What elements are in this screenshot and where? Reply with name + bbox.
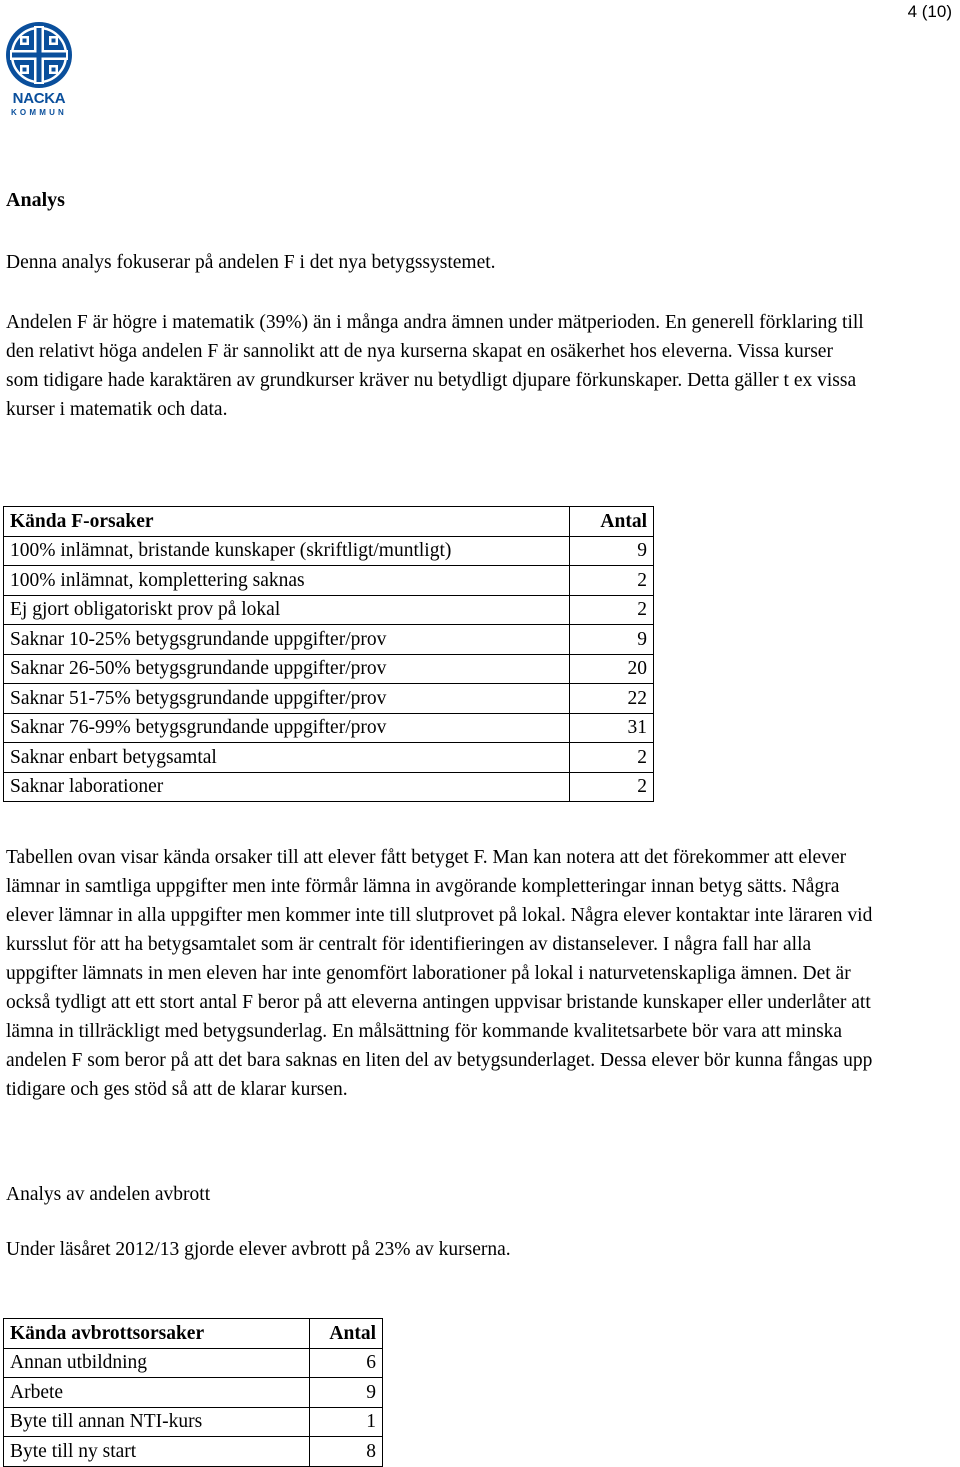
cause-cell: Arbete bbox=[4, 1378, 310, 1408]
cause-cell: Ej gjort obligatoriskt prov på lokal bbox=[4, 595, 570, 625]
table-header-row bbox=[4, 507, 654, 537]
dropout-statement: Under läsåret 2012/13 gjorde elever avbrott på 23% av kurserna. bbox=[6, 1239, 511, 1260]
cause-cell: Saknar enbart betygsamtal bbox=[4, 743, 570, 773]
dropout-causes-table bbox=[3, 1318, 383, 1467]
count-cell: 2 bbox=[570, 566, 654, 596]
count-cell: 2 bbox=[570, 743, 654, 773]
f-causes-table bbox=[3, 506, 654, 802]
intro-paragraph: Denna analys fokuserar på andelen F i det nya betygssystemet. bbox=[6, 252, 496, 273]
logo-wordmark: NACKA bbox=[12, 90, 66, 107]
count-cell: 8 bbox=[310, 1437, 383, 1467]
cause-cell: Saknar 26-50% betygsgrundande uppgifter/prov bbox=[4, 654, 570, 684]
table-row bbox=[4, 1348, 383, 1378]
count-cell: 9 bbox=[570, 625, 654, 655]
cause-cell: 100% inlämnat, komplettering saknas bbox=[4, 566, 570, 596]
column-header-cause: Kända avbrottsorsaker bbox=[4, 1319, 310, 1349]
nacka-kommun-logo bbox=[4, 20, 74, 120]
count-cell: 1 bbox=[310, 1407, 383, 1437]
count-cell: 20 bbox=[570, 654, 654, 684]
count-cell: 9 bbox=[570, 536, 654, 566]
table-row bbox=[4, 1407, 383, 1437]
page-number: 4 (10) bbox=[907, 2, 952, 21]
table-header-row bbox=[4, 1319, 383, 1349]
table-discussion-paragraph: Tabellen ovan visar kända orsaker till att elever fått betyget F. Man kan notera att det förekommer att elever lämnar in samtliga uppgifter men inte förmår lämna in avgörande kompletteringar innan betyg sätts. Några elever lämnar in alla uppgifter men kommer inte till slutprovet på lokal. Några elever kontaktar inte läraren vid kursslut för att ha betygsamtalet som är centralt för identifieringen av distanselever. I några fall har alla uppgifter lämnats in men eleven har inte genomfört laborationer på lokal i naturvetenskapliga ämnen. Det är också tydligt att ett stort antal F beror på att eleverna antingen uppvisar bristande kunskaper eller underlåter att lämna in tillräckligt med betygsunderlag. En målsättning för kommande kvalitetsarbete bör vara att minska andelen F som beror på att det bara saknas en liten del av betygsunderlaget. Dessa elever bör kunna fångas upp tidigare och ges stöd så att de klarar kursen. bbox=[6, 847, 873, 1100]
table-row bbox=[4, 743, 654, 773]
logo-subword: KOMMUN bbox=[10, 108, 68, 117]
table-row bbox=[4, 684, 654, 714]
count-cell: 2 bbox=[570, 595, 654, 625]
cause-cell: Saknar 10-25% betygsgrundande uppgifter/prov bbox=[4, 625, 570, 655]
cause-cell: Saknar 51-75% betygsgrundande uppgifter/prov bbox=[4, 684, 570, 714]
cause-cell: 100% inlämnat, bristande kunskaper (skriftligt/muntligt) bbox=[4, 536, 570, 566]
cause-cell: Byte till ny start bbox=[4, 1437, 310, 1467]
count-cell: 6 bbox=[310, 1348, 383, 1378]
count-cell: 2 bbox=[570, 772, 654, 802]
count-cell: 9 bbox=[310, 1378, 383, 1408]
table-row bbox=[4, 654, 654, 684]
count-cell: 22 bbox=[570, 684, 654, 714]
column-header-count: Antal bbox=[310, 1319, 383, 1349]
dropout-subheading: Analys av andelen avbrott bbox=[6, 1184, 211, 1205]
table-row bbox=[4, 625, 654, 655]
table-row bbox=[4, 1437, 383, 1467]
cause-cell: Byte till annan NTI-kurs bbox=[4, 1407, 310, 1437]
table-row bbox=[4, 713, 654, 743]
cause-cell: Saknar 76-99% betygsgrundande uppgifter/prov bbox=[4, 713, 570, 743]
column-header-count: Antal bbox=[570, 507, 654, 537]
analysis-paragraph: Andelen F är högre i matematik (39%) än i många andra ämnen under mätperioden. En generell förklaring till den relativt höga andelen F är sannolikt att de nya kurserna skapat en osäkerhet hos eleverna. Vissa kurser som tidigare hade karaktären av grundkurser kräver nu betydligt djupare förkunskaper. Detta gäller t ex vissa kurser i matematik och data. bbox=[6, 312, 864, 420]
table-row bbox=[4, 566, 654, 596]
section-heading: Analys bbox=[6, 189, 65, 211]
nacka-coat-of-arms-icon bbox=[4, 20, 74, 90]
table-row bbox=[4, 536, 654, 566]
table-row bbox=[4, 772, 654, 802]
table-row bbox=[4, 1378, 383, 1408]
column-header-cause: Kända F-orsaker bbox=[4, 507, 570, 537]
table-row bbox=[4, 595, 654, 625]
cause-cell: Annan utbildning bbox=[4, 1348, 310, 1378]
count-cell: 31 bbox=[570, 713, 654, 743]
cause-cell: Saknar laborationer bbox=[4, 772, 570, 802]
